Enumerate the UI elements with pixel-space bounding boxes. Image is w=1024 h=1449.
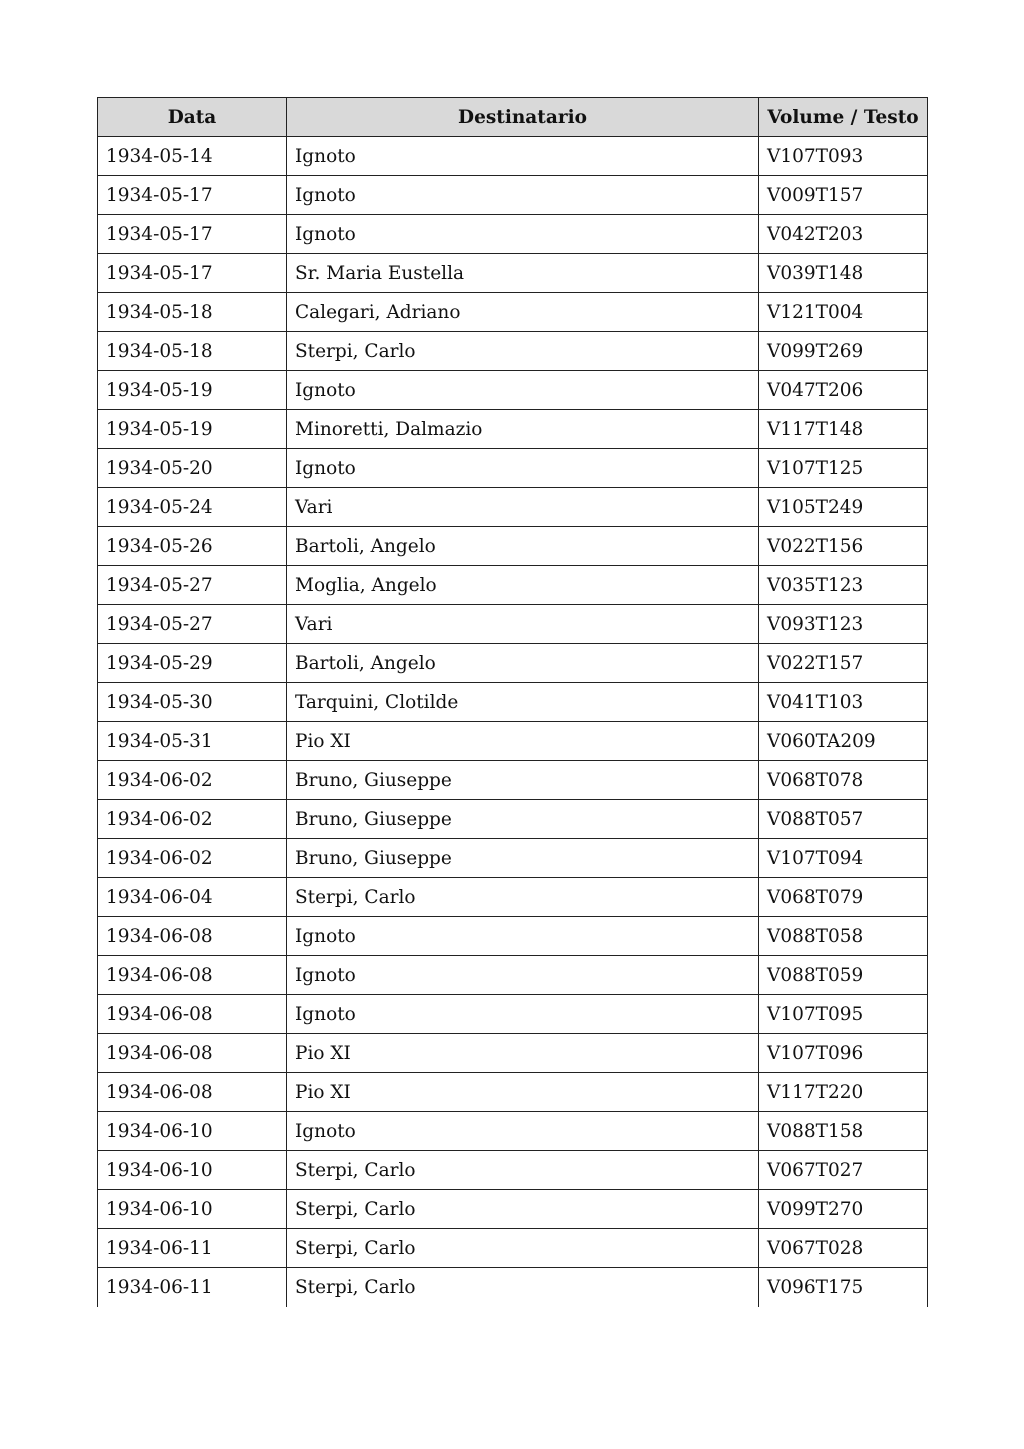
table-row — [98, 332, 928, 371]
cell-volume-text: V099T269 — [759, 332, 928, 371]
cell-volume-text: V047T206 — [759, 371, 928, 410]
cell-volume-text: V093T123 — [759, 605, 928, 644]
cell-volume-text: V099T270 — [759, 1190, 928, 1229]
cell-recipient: Pio XI — [287, 722, 759, 761]
cell-recipient: Ignoto — [287, 995, 759, 1034]
table-row — [98, 644, 928, 683]
cell-date: 1934-05-14 — [98, 137, 287, 176]
table-row — [98, 176, 928, 215]
cell-volume-text: V088T058 — [759, 917, 928, 956]
cell-recipient: Sterpi, Carlo — [287, 878, 759, 917]
cell-volume-text: V068T079 — [759, 878, 928, 917]
cell-volume-text: V068T078 — [759, 761, 928, 800]
cell-date: 1934-06-08 — [98, 917, 287, 956]
cell-volume-text: V107T095 — [759, 995, 928, 1034]
table-row — [98, 683, 928, 722]
table-row — [98, 449, 928, 488]
cell-volume-text: V022T156 — [759, 527, 928, 566]
cell-date: 1934-06-10 — [98, 1112, 287, 1151]
cell-volume-text: V022T157 — [759, 644, 928, 683]
cell-volume-text: V117T220 — [759, 1073, 928, 1112]
cell-date: 1934-06-11 — [98, 1229, 287, 1268]
cell-date: 1934-06-08 — [98, 995, 287, 1034]
cell-volume-text: V088T059 — [759, 956, 928, 995]
cell-recipient: Bartoli, Angelo — [287, 527, 759, 566]
cell-recipient: Ignoto — [287, 137, 759, 176]
table-row — [98, 878, 928, 917]
cell-recipient: Ignoto — [287, 176, 759, 215]
table-row — [98, 1190, 928, 1229]
cell-recipient: Sterpi, Carlo — [287, 1190, 759, 1229]
table-row — [98, 800, 928, 839]
table-row — [98, 1268, 928, 1307]
table-row — [98, 1034, 928, 1073]
cell-date: 1934-05-17 — [98, 176, 287, 215]
cell-date: 1934-05-27 — [98, 605, 287, 644]
cell-recipient: Sr. Maria Eustella — [287, 254, 759, 293]
table-row — [98, 254, 928, 293]
cell-volume-text: V107T094 — [759, 839, 928, 878]
cell-recipient: Ignoto — [287, 1112, 759, 1151]
table-row — [98, 1151, 928, 1190]
cell-volume-text: V067T028 — [759, 1229, 928, 1268]
cell-date: 1934-06-02 — [98, 761, 287, 800]
letters-table — [97, 97, 928, 1307]
table-row — [98, 956, 928, 995]
cell-date: 1934-06-11 — [98, 1268, 287, 1307]
cell-date: 1934-05-19 — [98, 371, 287, 410]
table-row — [98, 995, 928, 1034]
cell-recipient: Bartoli, Angelo — [287, 644, 759, 683]
cell-volume-text: V088T057 — [759, 800, 928, 839]
cell-recipient: Sterpi, Carlo — [287, 332, 759, 371]
table-header-row — [98, 98, 928, 137]
cell-recipient: Ignoto — [287, 449, 759, 488]
cell-recipient: Pio XI — [287, 1073, 759, 1112]
cell-volume-text: V067T027 — [759, 1151, 928, 1190]
cell-date: 1934-06-02 — [98, 800, 287, 839]
cell-recipient: Calegari, Adriano — [287, 293, 759, 332]
cell-date: 1934-05-20 — [98, 449, 287, 488]
cell-date: 1934-05-26 — [98, 527, 287, 566]
cell-date: 1934-05-17 — [98, 215, 287, 254]
cell-date: 1934-05-30 — [98, 683, 287, 722]
cell-date: 1934-05-29 — [98, 644, 287, 683]
table-row — [98, 371, 928, 410]
cell-volume-text: V088T158 — [759, 1112, 928, 1151]
cell-volume-text: V117T148 — [759, 410, 928, 449]
table-row — [98, 1112, 928, 1151]
cell-date: 1934-05-27 — [98, 566, 287, 605]
header-data: Data — [98, 98, 287, 137]
cell-date: 1934-06-08 — [98, 1034, 287, 1073]
table-row — [98, 527, 928, 566]
table-row — [98, 137, 928, 176]
cell-date: 1934-06-02 — [98, 839, 287, 878]
cell-volume-text: V041T103 — [759, 683, 928, 722]
table-row — [98, 1073, 928, 1112]
table-row — [98, 917, 928, 956]
table-row — [98, 410, 928, 449]
cell-volume-text: V039T148 — [759, 254, 928, 293]
cell-recipient: Ignoto — [287, 215, 759, 254]
table-row — [98, 722, 928, 761]
cell-recipient: Tarquini, Clotilde — [287, 683, 759, 722]
cell-volume-text: V107T096 — [759, 1034, 928, 1073]
cell-recipient: Bruno, Giuseppe — [287, 839, 759, 878]
header-destinatario: Destinatario — [287, 98, 759, 137]
cell-date: 1934-05-31 — [98, 722, 287, 761]
cell-date: 1934-06-08 — [98, 956, 287, 995]
table-row — [98, 488, 928, 527]
cell-recipient: Bruno, Giuseppe — [287, 800, 759, 839]
cell-date: 1934-05-24 — [98, 488, 287, 527]
cell-recipient: Sterpi, Carlo — [287, 1229, 759, 1268]
cell-volume-text: V096T175 — [759, 1268, 928, 1307]
table-body — [98, 137, 928, 1307]
cell-date: 1934-05-18 — [98, 293, 287, 332]
table-row — [98, 215, 928, 254]
table-row — [98, 605, 928, 644]
cell-date: 1934-06-10 — [98, 1151, 287, 1190]
cell-recipient: Vari — [287, 605, 759, 644]
table-row — [98, 761, 928, 800]
cell-date: 1934-05-19 — [98, 410, 287, 449]
cell-recipient: Bruno, Giuseppe — [287, 761, 759, 800]
cell-recipient: Vari — [287, 488, 759, 527]
cell-volume-text: V107T093 — [759, 137, 928, 176]
table-row — [98, 566, 928, 605]
cell-date: 1934-06-08 — [98, 1073, 287, 1112]
cell-recipient: Ignoto — [287, 371, 759, 410]
table-row — [98, 839, 928, 878]
cell-recipient: Ignoto — [287, 956, 759, 995]
cell-date: 1934-05-17 — [98, 254, 287, 293]
cell-recipient: Ignoto — [287, 917, 759, 956]
cell-volume-text: V035T123 — [759, 566, 928, 605]
cell-volume-text: V121T004 — [759, 293, 928, 332]
cell-volume-text: V060TA209 — [759, 722, 928, 761]
cell-date: 1934-05-18 — [98, 332, 287, 371]
header-volume-testo: Volume / Testo — [759, 98, 928, 137]
cell-date: 1934-06-04 — [98, 878, 287, 917]
cell-recipient: Moglia, Angelo — [287, 566, 759, 605]
cell-recipient: Sterpi, Carlo — [287, 1268, 759, 1307]
cell-volume-text: V105T249 — [759, 488, 928, 527]
cell-volume-text: V107T125 — [759, 449, 928, 488]
table-row — [98, 293, 928, 332]
table-row — [98, 1229, 928, 1268]
cell-recipient: Sterpi, Carlo — [287, 1151, 759, 1190]
cell-volume-text: V042T203 — [759, 215, 928, 254]
cell-recipient: Minoretti, Dalmazio — [287, 410, 759, 449]
cell-recipient: Pio XI — [287, 1034, 759, 1073]
cell-volume-text: V009T157 — [759, 176, 928, 215]
cell-date: 1934-06-10 — [98, 1190, 287, 1229]
